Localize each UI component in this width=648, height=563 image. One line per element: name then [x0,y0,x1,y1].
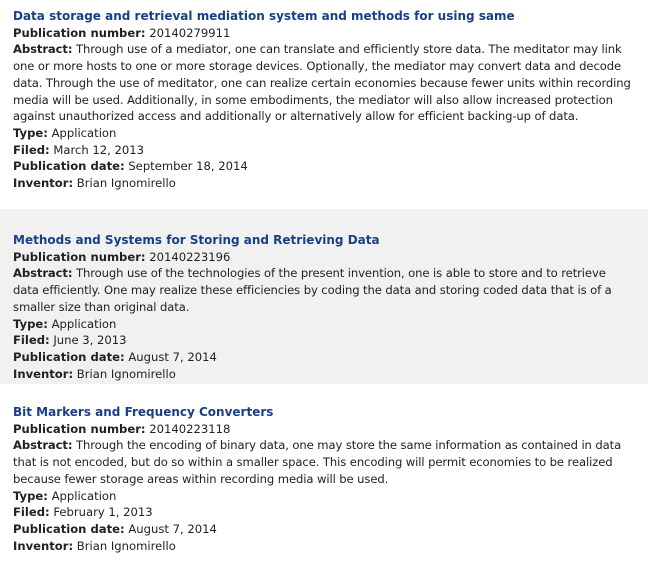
patent-title-link[interactable]: Data storage and retrieval mediation system and methods for using same [13,9,515,23]
patent-title-link[interactable]: Bit Markers and Frequency Converters [13,405,274,419]
inventor-value: Brian Ignomirello [76,176,176,191]
type-value: Application [51,488,117,503]
publication-date-row [13,158,634,175]
filed-row [13,504,634,521]
publication-date-value: August 7, 2014 [128,349,217,364]
inventor-label: Inventor: [13,538,74,553]
publication-date-value: September 18, 2014 [128,159,248,174]
type-value: Application [51,125,117,140]
type-label: Type: [13,488,48,503]
abstract-label: Abstract: [13,266,73,281]
abstract-row [13,41,634,125]
abstract-text: Through use of the technologies of the present invention, one is able to store and to retrieve data efficiently. One may realize these efficiencies by coding the data and storing coded data that is of a smaller size than original data. [13,266,612,314]
inventor-label: Inventor: [13,176,74,191]
inventor-row [13,538,634,555]
filed-label: Filed: [13,333,50,348]
publication-number-value: 20140223118 [149,421,231,436]
inventor-label: Inventor: [13,366,74,381]
abstract-row [13,265,634,315]
abstract-label: Abstract: [13,42,73,57]
filed-value: February 1, 2013 [53,505,153,520]
abstract-row [13,437,634,487]
abstract-text: Through use of a mediator, one can translate and efficiently store data. The meditator may link one or more hosts to one or more storage devices. Optionally, the mediator may convert data and decode data. Through the use of meditator, one can realize certain economies because fewer units within recording media will be used. Additionally, in some embodiments, the mediator will also allow increased protection against unauthorized access and additionally or alternatively allow for efficient backing-up of data. [13,42,631,124]
publication-number-value: 20140223196 [149,249,231,264]
patent-title-link[interactable]: Methods and Systems for Storing and Retrieving Data [13,233,380,247]
publication-date-label: Publication date: [13,159,125,174]
publication-date-value: August 7, 2014 [128,521,217,536]
filed-label: Filed: [13,505,50,520]
publication-date-row [13,521,634,538]
publication-number-label: Publication number: [13,25,146,40]
filed-value: June 3, 2013 [53,333,127,348]
publication-number-label: Publication number: [13,249,146,264]
type-label: Type: [13,125,48,140]
abstract-text: Through the encoding of binary data, one may store the same information as contained in data that is not encoded, but do so within a smaller space. This encoding will permit economies to be realized because fewer storage areas within recording media will be used. [13,438,622,486]
filed-row [13,142,634,159]
publication-number-label: Publication number: [13,421,146,436]
publication-date-label: Publication date: [13,521,125,536]
abstract-label: Abstract: [13,438,73,453]
publication-number-row [13,421,634,438]
type-row [13,316,634,333]
type-row [13,125,634,142]
filed-value: March 12, 2013 [53,142,145,157]
inventor-row [13,175,634,192]
publication-date-row [13,349,634,366]
publication-number-row [13,249,634,266]
inventor-value: Brian Ignomirello [76,538,176,553]
patent-result-item [0,384,648,563]
publication-date-label: Publication date: [13,349,125,364]
patent-result-item [0,209,648,384]
filed-label: Filed: [13,142,50,157]
filed-row [13,332,634,349]
inventor-value: Brian Ignomirello [76,366,176,381]
type-value: Application [51,316,117,331]
patent-result-item [0,0,648,209]
type-row [13,488,634,505]
inventor-row [13,366,634,383]
type-label: Type: [13,316,48,331]
publication-number-value: 20140279911 [149,25,231,40]
publication-number-row [13,25,634,42]
